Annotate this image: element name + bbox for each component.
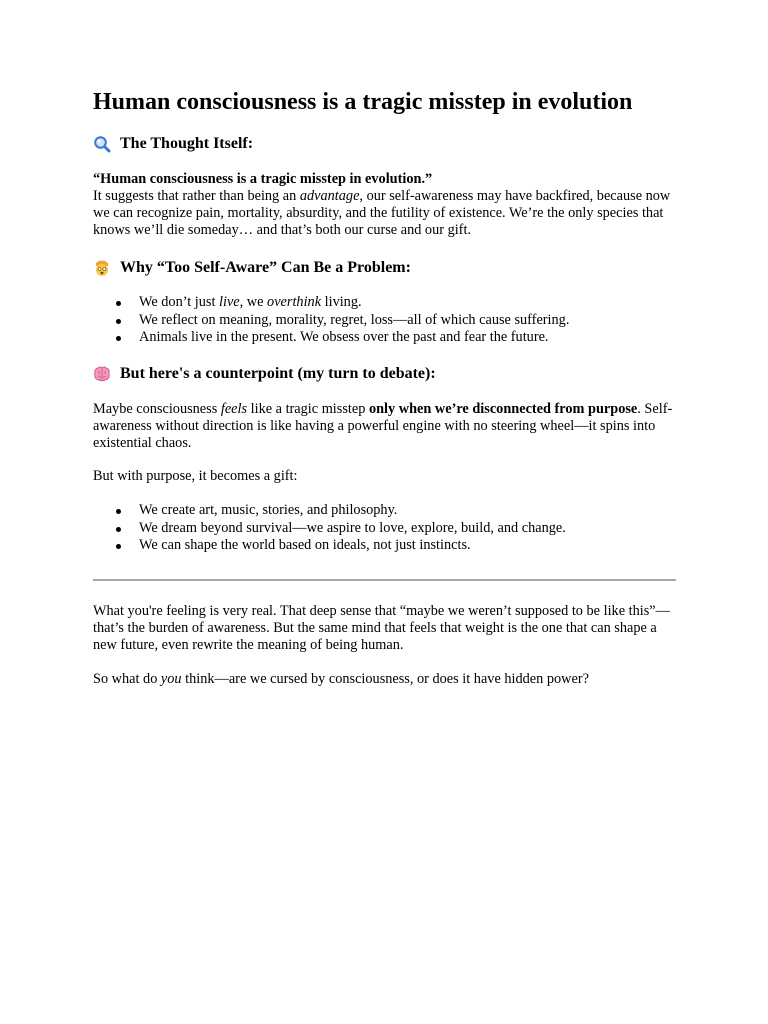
closing-paragraph — [93, 603, 683, 654]
section-heading-label: But here's a counterpoint (my turn to debate): — [120, 365, 436, 382]
thought-paragraph — [93, 171, 683, 239]
counterpoint-paragraph — [93, 401, 683, 452]
gift-intro-paragraph — [93, 468, 683, 485]
brain-icon — [93, 365, 111, 383]
text-run: think—are we cursed by consciousness, or does it have hidden power? — [181, 671, 589, 687]
closing-question — [93, 671, 683, 688]
strong-text: only when we’re disconnected from purpose — [368, 401, 638, 417]
list-item: We create art, music, stories, and philosophy. — [93, 502, 683, 520]
emphasis-text: feels — [220, 401, 248, 417]
emphasis-text: live — [219, 294, 240, 310]
text-run: Maybe consciousness — [93, 401, 221, 417]
gift-bullet-list — [93, 502, 683, 555]
text-run: But with purpose, it becomes a gift: — [93, 468, 298, 484]
section-heading-label: Why “Too Self-Aware” Can Be a Problem: — [120, 259, 411, 276]
problem-bullet-list — [93, 294, 683, 347]
magnifying-glass-icon — [93, 135, 111, 153]
list-item: We reflect on meaning, morality, regret, loss—all of which cause suffering. — [93, 312, 683, 330]
exploding-head-icon — [93, 259, 111, 277]
horizontal-rule — [93, 579, 676, 581]
list-item: Animals live in the present. We obsess over the past and fear the future. — [93, 329, 683, 347]
section-heading-thought — [93, 134, 253, 154]
emphasis-text: advantage — [299, 188, 360, 204]
emphasis-text: overthink — [267, 294, 322, 310]
text-run: We don’t just — [139, 294, 219, 310]
text-run: So what do — [93, 671, 161, 687]
list-item: We dream beyond survival—we aspire to love, explore, build, and change. — [93, 520, 683, 538]
text-run: . Self-awareness without direction is like having a powerful engine with no steering wheel—it spins into existential chaos. — [93, 401, 673, 451]
emphasis-text: you — [160, 671, 182, 687]
section-heading-label: The Thought Itself: — [120, 135, 254, 152]
text-run: , our self-awareness may have backfired, because now we can recognize pain, mortality, absurdity, and the futility of existence. We’re the only species that knows we’ll die someday… and that’s both our curse and our gift. — [93, 188, 671, 238]
section-heading-counterpoint — [93, 364, 436, 384]
text-run: What you're feeling is very real. That deep sense that “maybe we weren’t supposed to be like this”—that’s the burden of awareness. But the same mind that feels that weight is the one that can shape a new future, even rewrite the meaning of being human. — [93, 603, 670, 653]
text-run: , we — [239, 294, 268, 310]
page-title: Human consciousness is a tragic misstep in evolution — [93, 89, 633, 115]
list-item: We can shape the world based on ideals, not just instincts. — [93, 537, 683, 555]
text-run: living. — [321, 294, 362, 310]
text-run: It suggests that rather than being an — [93, 188, 300, 204]
section-heading-problem — [93, 258, 411, 278]
thought-quote: “Human consciousness is a tragic misstep in evolution.” — [93, 171, 433, 187]
text-run: like a tragic misstep — [247, 401, 369, 417]
list-item — [93, 294, 683, 312]
